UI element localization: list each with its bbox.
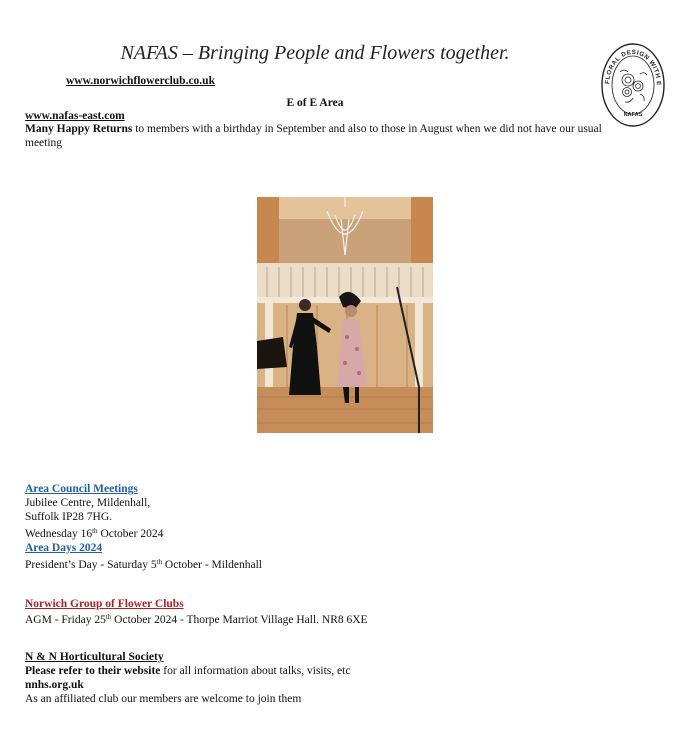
area-days-heading[interactable]: Area Days 2024 (25, 542, 103, 554)
birthday-text: to members with a birthday in September and also to those in August when we did not have our usual (132, 123, 602, 135)
council-date-day: Wednesday 16 (25, 528, 93, 540)
agm-date-suffix: th (105, 613, 112, 621)
council-venue-line1: Jubilee Centre, Mildenhall, (25, 497, 151, 509)
birthday-lead: Many Happy Returns (25, 123, 133, 135)
council-date-suffix: th (92, 527, 98, 535)
birthday-message (25, 122, 602, 136)
nafas-east-link[interactable]: www.nafas-east.com (25, 110, 125, 122)
event-photo (257, 197, 433, 433)
agm-details (25, 613, 368, 627)
council-date (25, 527, 163, 541)
presidents-day (25, 558, 262, 572)
nafas-logo (600, 42, 666, 128)
presidents-day-location: October - Mildenhall (162, 559, 263, 571)
council-venue-line2: Suffolk IP28 7HG. (25, 511, 113, 523)
birthday-text-2: meeting (25, 137, 63, 149)
horticultural-info (25, 664, 350, 678)
council-date-month: October 2024 (97, 528, 164, 540)
agm-venue: October 2024 - Thorpe Marriot Village Hall. NR8 6XE (111, 614, 368, 626)
horticultural-text: for all information about talks, visits, etc (160, 665, 351, 677)
agm-date: AGM - Friday 25 (25, 614, 106, 626)
svg-text:NAFAS: NAFAS (623, 112, 643, 118)
svg-text:FLORAL DESIGN WITH EXCELLENCE: FLORAL DESIGN WITH E (604, 48, 663, 87)
area-council-heading[interactable]: Area Council Meetings (25, 483, 138, 495)
presidents-day-suffix: th (156, 558, 163, 566)
horticultural-lead: Please refer to their website (25, 665, 161, 677)
horticultural-heading: N & N Horticultural Society (25, 651, 164, 663)
page-title: NAFAS – Bringing People and Flowers together. (120, 42, 510, 64)
norwich-group-heading[interactable]: Norwich Group of Flower Clubs (25, 598, 184, 610)
presidents-day-text: President’s Day - Saturday 5 (25, 559, 157, 571)
club-website-link[interactable]: www.norwichflowerclub.co.uk (66, 75, 215, 87)
nnhs-website[interactable]: nnhs.org.uk (25, 679, 84, 691)
area-heading: E of E Area (286, 97, 344, 109)
affiliation-note: As an affiliated club our members are welcome to join them (25, 693, 302, 705)
